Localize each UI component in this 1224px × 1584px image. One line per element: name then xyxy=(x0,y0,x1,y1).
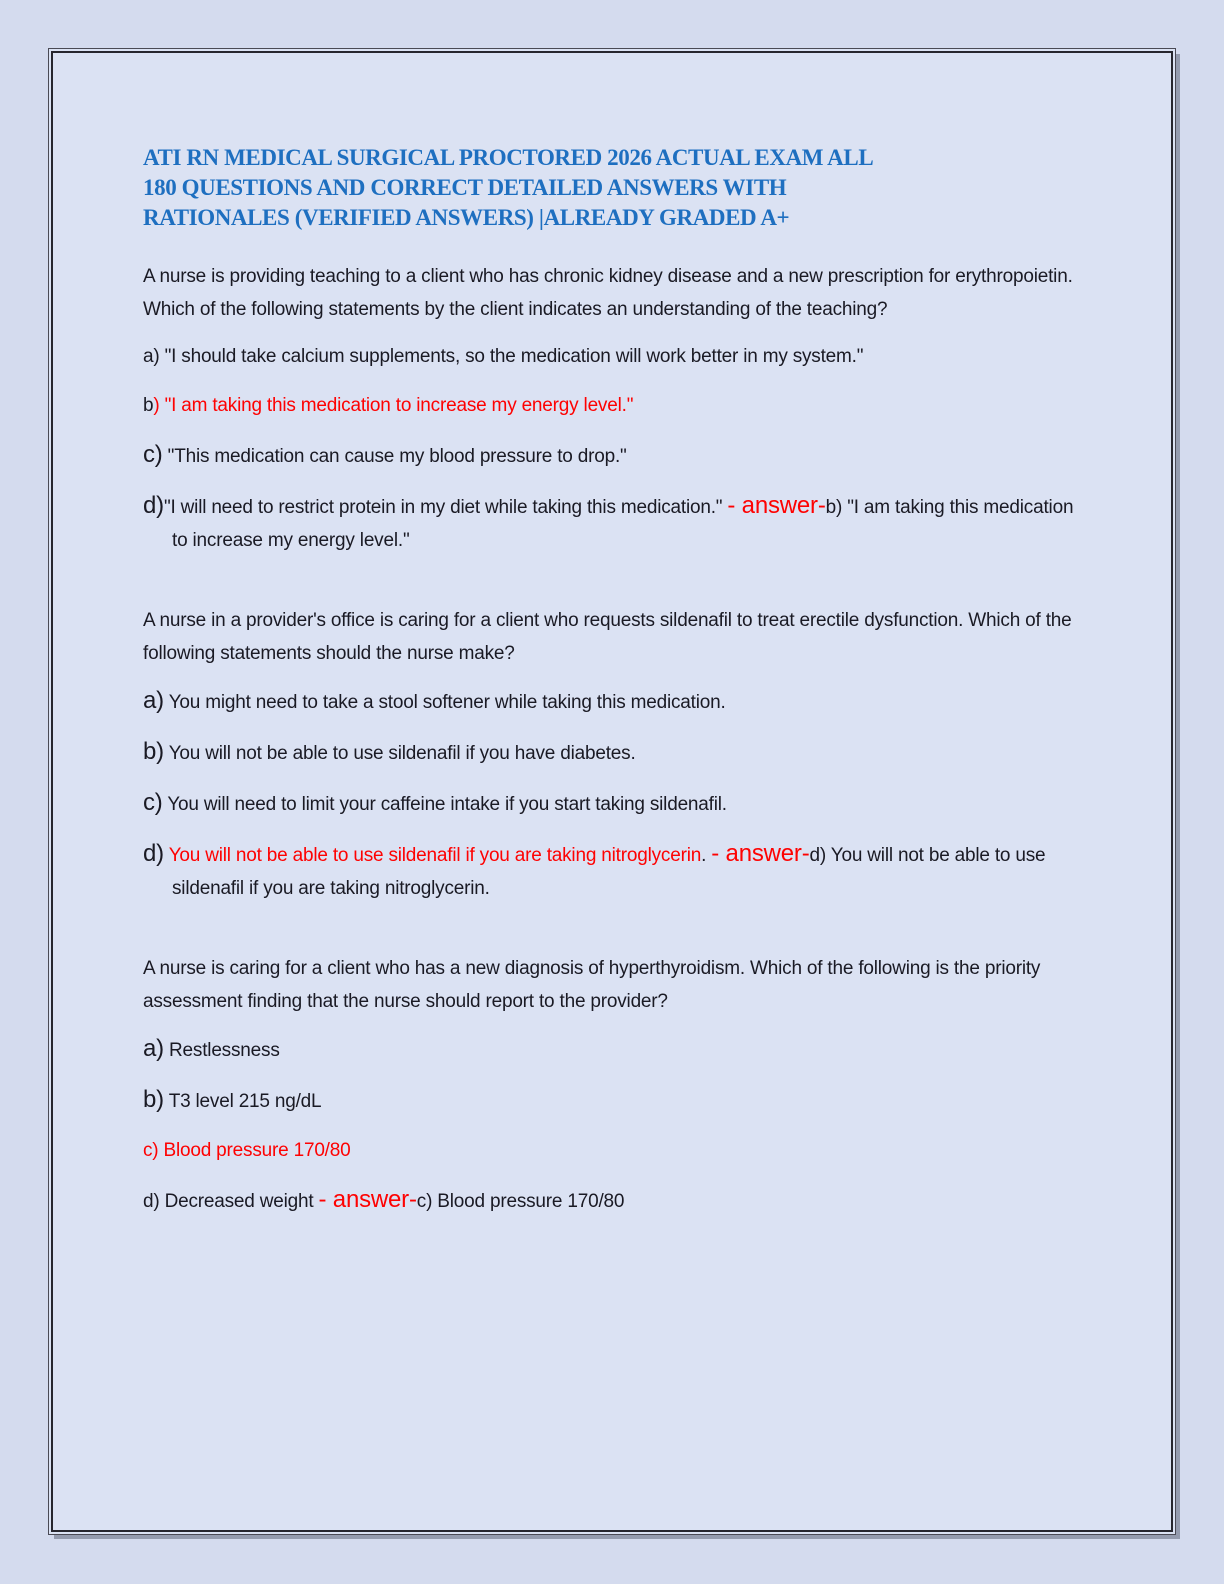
text-segment: You might need to take a stool softener while taking this medication. xyxy=(163,692,726,713)
question-stem: A nurse in a provider's office is caring for a client who requests sildenafil to treat erectile dysfunction. Which of the following statements should the nurse make? xyxy=(143,610,1072,664)
text-segment: d) Decreased weight xyxy=(143,1191,319,1212)
answer-option-d xyxy=(143,1183,1083,1218)
answer-option-a xyxy=(143,684,1083,719)
page-title-line: 180 QUESTIONS AND CORRECT DETAILED ANSWERS WITH xyxy=(143,175,787,200)
text-segment: a) "I should take calcium supplements, so the medication will work better in my system." xyxy=(143,346,864,367)
text-segment: You will need to limit your caffeine intake if you start taking sildenafil. xyxy=(162,794,727,815)
document-page xyxy=(51,51,1173,1532)
answer-option-a xyxy=(143,340,1083,373)
text-segment: c) Blood pressure 170/80 xyxy=(416,1191,625,1212)
text-segment: d) xyxy=(143,492,164,519)
text-segment: a) xyxy=(143,687,164,714)
question-stem: A nurse is caring for a client who has a new diagnosis of hyperthyroidism. Which of the following is the priority assessment finding that the nurse should report to the provider? xyxy=(143,958,1041,1012)
answer-option-d xyxy=(143,489,1083,557)
text-segment: You will not be able to use sildenafil if you are taking nitroglycerin xyxy=(168,845,702,866)
text-segment: You will not be able to use sildenafil if you have diabetes. xyxy=(163,743,636,764)
question-block-3 xyxy=(143,952,1083,1218)
text-segment: b xyxy=(143,395,154,416)
text-segment: c) xyxy=(143,789,163,816)
text-segment: - answer- xyxy=(727,492,826,519)
page-border-frame xyxy=(48,48,1176,1535)
page-title xyxy=(143,143,1083,233)
answer-option-a xyxy=(143,1032,1083,1067)
question-block-1 xyxy=(143,260,1083,557)
text-segment: - answer- xyxy=(711,840,810,867)
text-segment: b) xyxy=(143,1086,164,1113)
text-segment: ) "I am taking this medication to increase my energy level." xyxy=(153,395,634,416)
text-segment: b) "I am taking this medication to increase my energy level." xyxy=(172,497,1074,551)
text-segment: T3 level 215 ng/dL xyxy=(163,1091,322,1112)
text-segment: b) xyxy=(143,738,164,765)
page-title-line: ATI RN MEDICAL SURGICAL PROCTORED 2026 ACTUAL EXAM ALL xyxy=(143,145,874,170)
text-segment: "This medication can cause my blood pressure to drop." xyxy=(162,446,627,467)
text-segment: d) xyxy=(143,840,164,867)
answer-option-b xyxy=(143,735,1083,770)
text-segment: Restlessness xyxy=(163,1040,280,1061)
answer-option-d xyxy=(143,837,1083,905)
answer-option-b xyxy=(143,1083,1083,1118)
text-segment: c) xyxy=(143,441,163,468)
text-segment: d) You will not be able to use sildenafil if you are taking nitroglycerin. xyxy=(172,845,1046,899)
page-title-line: RATIONALES (VERIFIED ANSWERS) |ALREADY GRADED A+ xyxy=(143,205,790,230)
answer-option-c xyxy=(143,786,1083,821)
answer-option-c xyxy=(143,438,1083,473)
text-segment: . xyxy=(701,845,712,866)
answer-option-b xyxy=(143,389,1083,422)
text-segment: c) Blood pressure 170/80 xyxy=(143,1140,351,1161)
text-segment: "I will need to restrict protein in my diet while taking this medication." xyxy=(163,497,728,518)
question-stem: A nurse is providing teaching to a client who has chronic kidney disease and a new prescription for erythropoietin. Which of the following statements by the client indicates an understanding of the teaching? xyxy=(143,266,1073,320)
answer-option-c xyxy=(143,1134,1083,1167)
text-segment: - answer- xyxy=(318,1186,417,1213)
text-segment: a) xyxy=(143,1035,164,1062)
question-block-2 xyxy=(143,604,1083,905)
